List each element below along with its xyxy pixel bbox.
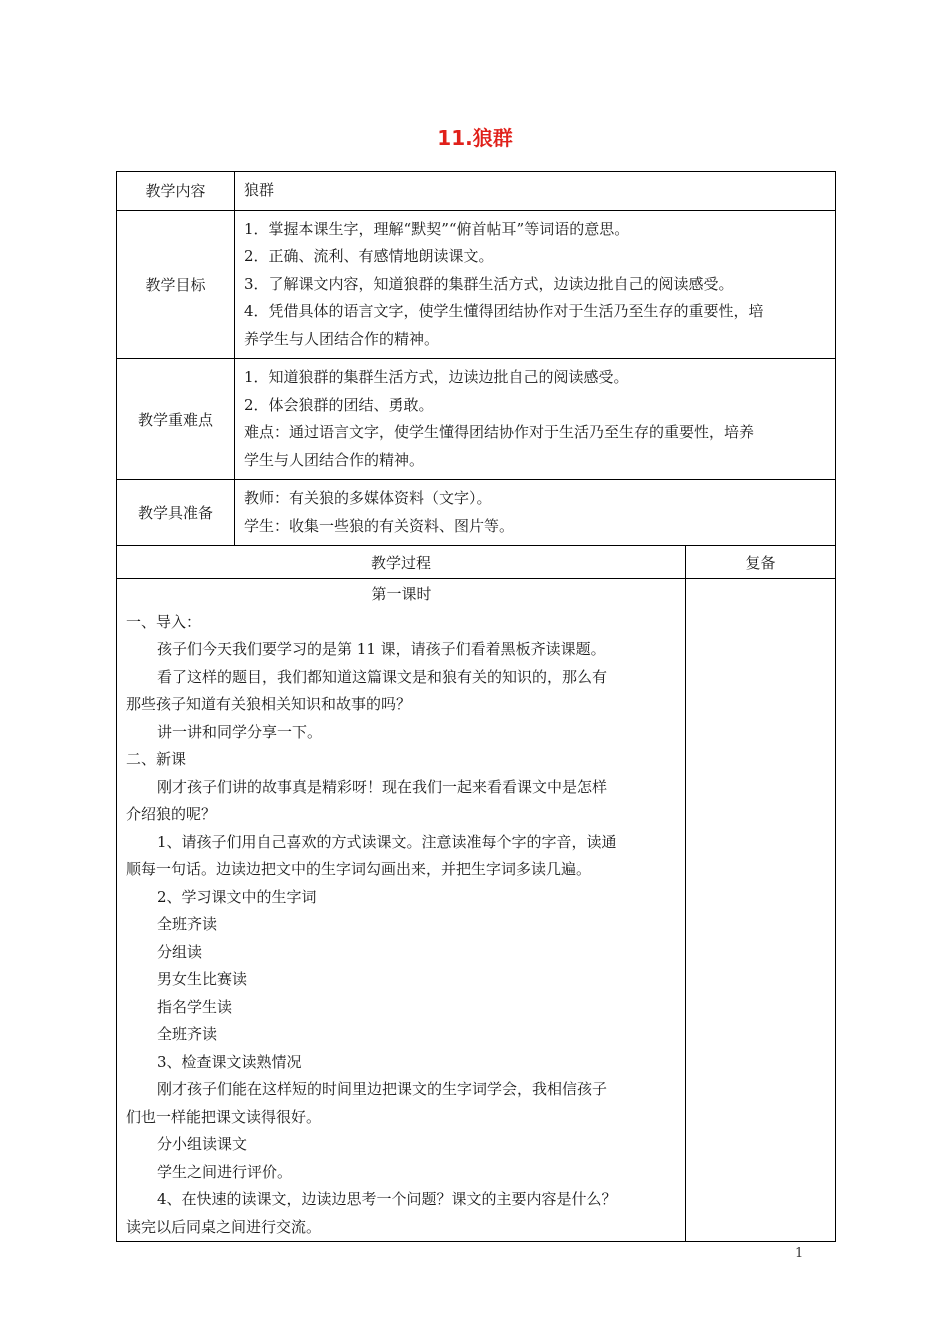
process-line: 二、新课: [126, 750, 187, 768]
process-line: 男女生比赛读: [157, 970, 248, 988]
row-label: 教学重难点: [117, 359, 235, 480]
content-line: 养学生与人团结合作的精神。: [244, 329, 440, 348]
process-line: 讲一讲和同学分享一下。: [157, 722, 323, 741]
row-label: 教学目标: [117, 210, 235, 359]
content-line: 4．凭借具体的语言文字，使学生懂得团结协作对于生活乃至生存的重要性，培: [244, 302, 764, 320]
process-line: 分小组读课文: [157, 1135, 248, 1153]
process-line: 4、在快速的读课文，边读边思考一个问题？课文的主要内容是什么？: [157, 1190, 617, 1208]
content-line: 3．了解课文内容，知道狼群的集群生活方式，边读边批自己的阅读感受。: [244, 274, 734, 293]
row-label: 教学内容: [117, 172, 235, 211]
process-line: 读完以后同桌之间进行交流。: [126, 1217, 322, 1236]
process-line: 那些孩子知道有关狼相关知识和故事的吗？: [126, 695, 412, 713]
process-line: 指名学生读: [157, 997, 233, 1016]
row-content: [235, 210, 836, 359]
process-content: [117, 579, 686, 1242]
process-line: 孩子们今天我们要学习的是第 11 课，请孩子们看着黑板齐读课题。: [157, 640, 606, 658]
row-key-difficulties: [117, 359, 836, 480]
row-materials: [117, 480, 836, 546]
process-line: 3、检查课文读熟情况: [157, 1052, 302, 1071]
content-line: 教师：有关狼的多媒体资料（文字）。: [244, 489, 492, 507]
prep-header: 复备: [686, 546, 836, 579]
content-line: 狼群: [244, 181, 275, 199]
content-line: 学生与人团结合作的精神。: [244, 450, 425, 469]
process-line: 介绍狼的呢？: [126, 805, 217, 823]
process-line: 1、请孩子们用自己喜欢的方式读课文。注意读准每个字的字音，读通: [157, 832, 617, 851]
row-content: [235, 172, 836, 211]
process-header-row: [117, 546, 836, 579]
process-row: [117, 579, 836, 1242]
document-title: 11.狼群: [437, 126, 513, 150]
page-number: 1: [795, 1246, 804, 1261]
process-line: 一、导入：: [126, 612, 202, 631]
row-label: 教学具准备: [117, 480, 235, 546]
process-line: 看了这样的题目，我们都知道这篇课文是和狼有关的知识的，那么有: [157, 667, 608, 686]
process-header: 教学过程: [117, 546, 686, 579]
process-line: 全班齐读: [157, 1025, 218, 1043]
row-teaching-content: [117, 172, 836, 211]
process-line: 们也一样能把课文读得很好。: [126, 1107, 322, 1126]
process-line: 刚才孩子们能在这样短的时间里边把课文的生字词学会，我相信孩子: [157, 1080, 608, 1098]
process-line: 学生之间进行评价。: [157, 1162, 293, 1181]
content-line: 2．体会狼群的团结、勇敢。: [244, 395, 434, 414]
row-content: [235, 359, 836, 480]
process-line: 顺每一句话。边读边把文中的生字词勾画出来，并把生字词多读几遍。: [126, 860, 592, 878]
content-line: 2．正确、流利、有感情地朗读课文。: [244, 247, 494, 265]
process-line: 刚才孩子们讲的故事真是精彩呀！现在我们一起来看看课文中是怎样: [157, 777, 608, 796]
content-line: 学生：收集一些狼的有关资料、图片等。: [244, 516, 515, 535]
process-line: 全班齐读: [157, 915, 218, 933]
content-line: 1．知道狼群的集群生活方式，边读边批自己的阅读感受。: [244, 368, 629, 386]
row-teaching-goals: [117, 210, 836, 359]
row-content: [235, 480, 836, 546]
lesson-plan-table: [116, 171, 836, 1242]
process-line: 分组读: [157, 942, 203, 961]
session-heading: 第一课时: [371, 585, 432, 603]
process-line: 2、学习课文中的生字词: [157, 887, 317, 906]
content-line: 难点：通过语言文字，使学生懂得团结协作对于生活乃至生存的重要性，培养: [244, 423, 755, 441]
content-line: 1．掌握本课生字，理解“默契”“俯首帖耳”等词语的意思。: [244, 219, 630, 238]
prep-notes-cell: [686, 579, 836, 1242]
